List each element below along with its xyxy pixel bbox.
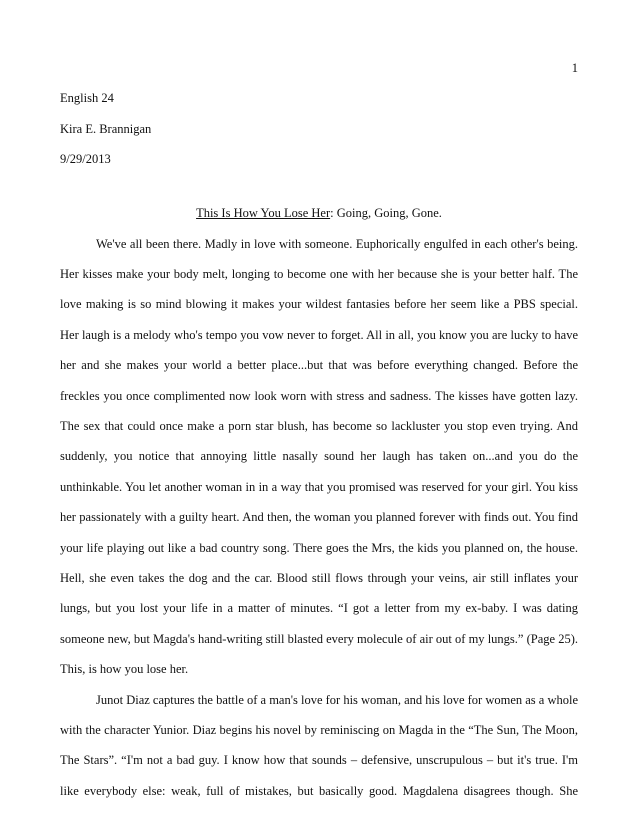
body-line: suddenly, you notice that annoying little nasally sound her laugh has taken on...and you do the — [60, 449, 578, 463]
body-line: like everybody else: weak, full of mistakes, but basically good. Magdalena disagrees though. She — [60, 784, 578, 798]
course-name: English 24 — [60, 91, 114, 105]
book-title: This Is How You Lose Her — [196, 206, 331, 220]
body-line: Her kisses make your body melt, longing to become one with her because she is your better half. The — [60, 267, 578, 281]
body-line: lungs, but you lost your life in a matter of minutes. “I got a letter from my ex-baby. I was dating — [60, 601, 578, 615]
page-number: 1 — [571, 61, 578, 75]
body-line: Her laugh is a melody who's tempo you vow never to forget. All in all, you know you are lucky to have — [60, 328, 578, 342]
author-name: Kira E. Brannigan — [60, 122, 152, 136]
body-line: We've all been there. Madly in love with someone. Euphorically engulfed in each other's being. — [96, 237, 578, 251]
body-line: The sex that could once make a porn star blush, has become so lackluster you stop even trying. And — [60, 419, 578, 433]
body-line: The Stars”. “I'm not a bad guy. I know how that sounds – defensive, unscrupulous – but it's true. I'm — [60, 753, 578, 767]
essay-date: 9/29/2013 — [60, 152, 111, 166]
body-line: Junot Diaz captures the battle of a man's love for his woman, and his love for women as a whole — [96, 693, 578, 707]
body-line: her and she makes your world a better place...but that was before everything changed. Before the — [60, 358, 578, 372]
title-subtitle: : Going, Going, Gone. — [330, 206, 442, 220]
body-line: Hell, she even takes the dog and the car. Blood still flows through your veins, air still inflates your — [60, 571, 578, 585]
body-line: with the character Yunior. Diaz begins his novel by reminiscing on Magda in the “The Sun, The Moon, — [60, 723, 578, 737]
body-line: someone new, but Magda's hand-writing still blasted every molecule of air out of my lungs.” (Page 25). — [60, 632, 578, 646]
body-line: unthinkable. You let another woman in in a way that you promised was reserved for your girl. You kiss — [60, 480, 578, 494]
body-line: love making is so mind blowing it makes your wildest fantasies before her seem like a PBS special. — [60, 297, 578, 311]
body-line: freckles you once complimented now look worn with stress and sadness. The kisses have gotten lazy. — [60, 389, 578, 403]
body-line: her passionately with a guilty heart. And then, the woman you planned forever with finds out. You find — [60, 510, 578, 524]
body-line: This, is how you lose her. — [60, 662, 189, 676]
body-line: your life playing out like a bad country song. There goes the Mrs, the kids you planned on, the house. — [60, 541, 578, 555]
essay-title — [0, 206, 638, 220]
